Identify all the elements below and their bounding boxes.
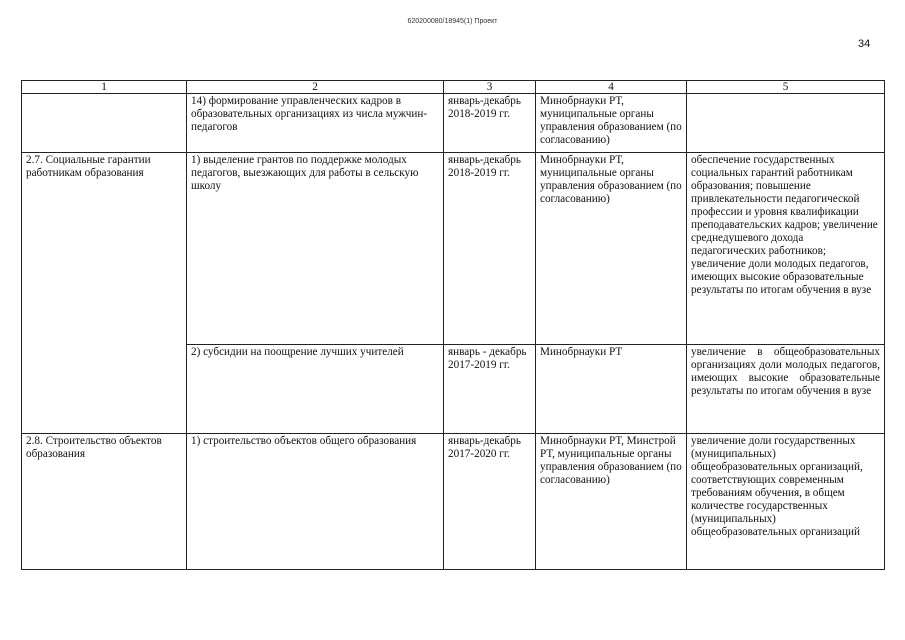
column-number: 4 — [536, 81, 687, 94]
result-cell: увеличение в общеобразовательных организациях доли молодых педагогов, имеющих высокие образовательные результаты по итогам обучения в вузе — [687, 345, 885, 434]
period-cell: январь - декабрь 2017-2019 гг. — [444, 345, 536, 434]
measures-table — [21, 80, 885, 570]
result-cell — [687, 94, 885, 153]
executor-cell: Минобрнауки РТ, муниципальные органы управления образованием (по согласованию) — [536, 153, 687, 345]
section-cell — [22, 94, 187, 153]
column-number: 1 — [22, 81, 187, 94]
column-number: 3 — [444, 81, 536, 94]
table-row — [22, 434, 885, 570]
executor-cell: Минобрнауки РТ, Минстрой РТ, муниципальные органы управления образованием (по согласованию) — [536, 434, 687, 570]
period-cell: январь-декабрь 2018-2019 гг. — [444, 153, 536, 345]
table-row — [22, 153, 885, 345]
result-cell: увеличение доли государственных (муниципальных) общеобразовательных организаций, соответствующих современным требованиям обучения, в общем количестве государственных (муниципальных) общеобразовательных организаций — [687, 434, 885, 570]
column-number-row — [22, 81, 885, 94]
measure-cell: 1) строительство объектов общего образования — [187, 434, 444, 570]
measure-cell: 14) формирование управленческих кадров в образовательных организациях из числа мужчин-педагогов — [187, 94, 444, 153]
section-cell: 2.8. Строительство объектов образования — [22, 434, 187, 570]
document-code: 620200080/18945(1) Проект — [407, 18, 498, 25]
column-number: 5 — [687, 81, 885, 94]
period-cell: январь-декабрь 2017-2020 гг. — [444, 434, 536, 570]
executor-cell: Минобрнауки РТ — [536, 345, 687, 434]
period-cell: январь-декабрь 2018-2019 гг. — [444, 94, 536, 153]
executor-cell: Минобрнауки РТ, муниципальные органы управления образованием (по согласованию) — [536, 94, 687, 153]
result-cell: обеспечение государственных социальных гарантий работникам образования; повышение привлекательности педагогической профессии и уровня квалификации преподавательских кадров; увеличение среднедушевого дохода педагогических работников; увеличение доли молодых педагогов, имеющих высокие образовательные результаты по итогам обучения в вузе — [687, 153, 885, 345]
column-number: 2 — [187, 81, 444, 94]
page-number: 34 — [858, 38, 871, 50]
table-row — [22, 94, 885, 153]
measure-cell: 2) субсидии на поощрение лучших учителей — [187, 345, 444, 434]
measure-cell: 1) выделение грантов по поддержке молодых педагогов, выезжающих для работы в сельскую школу — [187, 153, 444, 345]
section-cell: 2.7. Социальные гарантии работникам образования — [22, 153, 187, 434]
